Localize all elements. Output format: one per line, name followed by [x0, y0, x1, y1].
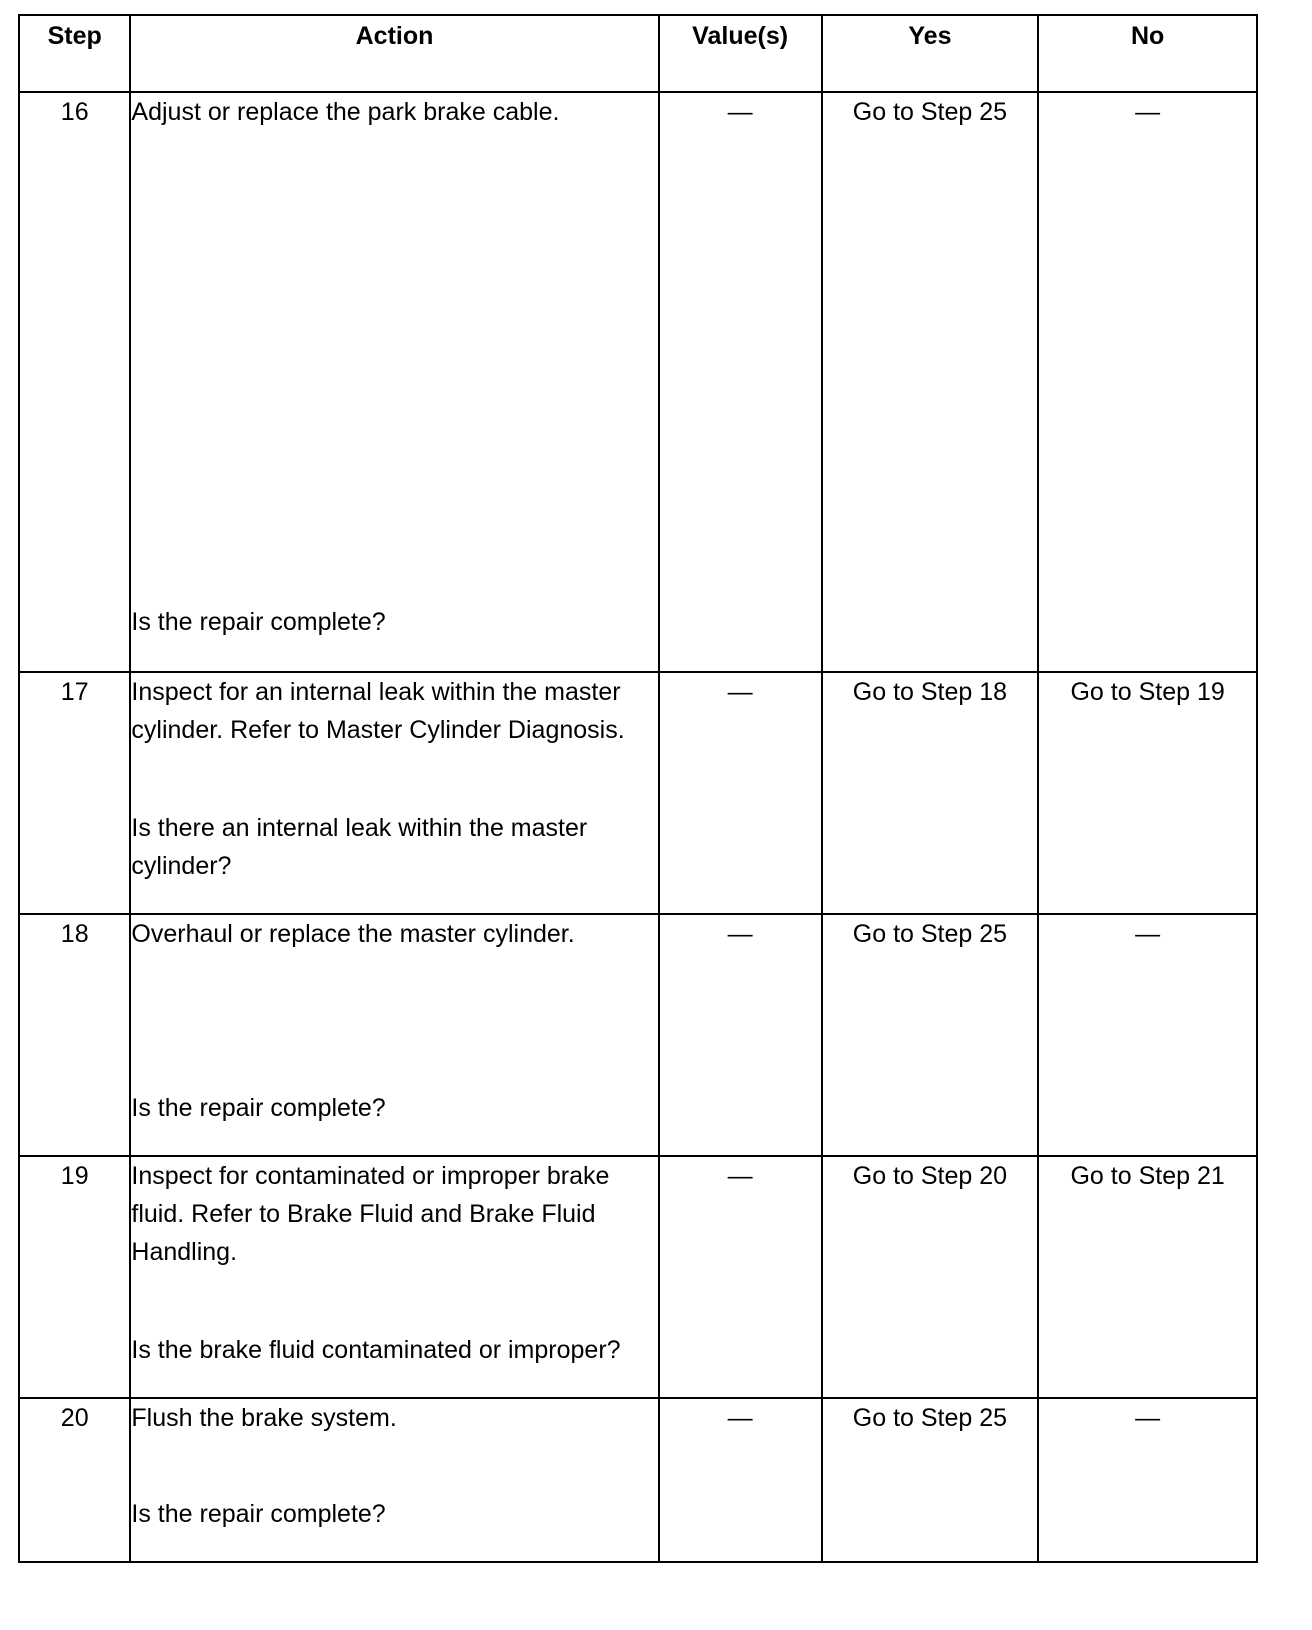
header-action: Action — [130, 15, 658, 92]
yes-cell: Go to Step 25 — [822, 92, 1039, 672]
header-values: Value(s) — [659, 15, 822, 92]
action-question: Is the repair complete? — [131, 608, 386, 636]
yes-cell: Go to Step 18 — [822, 672, 1039, 914]
header-no: No — [1038, 15, 1257, 92]
no-cell: — — [1038, 914, 1257, 1156]
action-cell — [130, 672, 658, 914]
header-yes: Yes — [822, 15, 1039, 92]
no-cell: — — [1038, 92, 1257, 672]
action-question: Is the brake fluid contaminated or improper? — [131, 1336, 621, 1364]
action-text: Overhaul or replace the master cylinder. — [131, 920, 575, 948]
table-row — [19, 914, 1257, 1156]
values-cell: — — [659, 672, 822, 914]
values-cell: — — [659, 914, 822, 1156]
table-header-row — [19, 15, 1257, 92]
values-cell: — — [659, 92, 822, 672]
step-number: 17 — [19, 672, 130, 914]
step-number: 16 — [19, 92, 130, 672]
action-cell — [130, 914, 658, 1156]
action-question: Is the repair complete? — [131, 1500, 386, 1528]
action-question: Is there an internal leak within the master cylinder? — [131, 814, 588, 880]
no-cell: — — [1038, 1398, 1257, 1562]
action-cell — [130, 1398, 658, 1562]
header-step: Step — [19, 15, 130, 92]
diagnostic-table — [18, 14, 1258, 1563]
no-cell: Go to Step 21 — [1038, 1156, 1257, 1398]
action-cell — [130, 1156, 658, 1398]
action-text: Adjust or replace the park brake cable. — [131, 98, 560, 126]
step-number: 20 — [19, 1398, 130, 1562]
step-number: 18 — [19, 914, 130, 1156]
yes-cell: Go to Step 25 — [822, 1398, 1039, 1562]
action-text: Inspect for contaminated or improper brake fluid. Refer to Brake Fluid and Brake Fluid Handling. — [131, 1162, 610, 1266]
action-cell — [130, 92, 658, 672]
values-cell: — — [659, 1398, 822, 1562]
yes-cell: Go to Step 20 — [822, 1156, 1039, 1398]
action-text: Flush the brake system. — [131, 1404, 397, 1432]
action-text: Inspect for an internal leak within the master cylinder. Refer to Master Cylinder Diagnosis. — [131, 678, 625, 744]
yes-cell: Go to Step 25 — [822, 914, 1039, 1156]
values-cell: — — [659, 1156, 822, 1398]
table-row — [19, 92, 1257, 672]
no-cell: Go to Step 19 — [1038, 672, 1257, 914]
table-row — [19, 1156, 1257, 1398]
table-row — [19, 1398, 1257, 1562]
step-number: 19 — [19, 1156, 130, 1398]
table-row — [19, 672, 1257, 914]
action-question: Is the repair complete? — [131, 1094, 386, 1122]
